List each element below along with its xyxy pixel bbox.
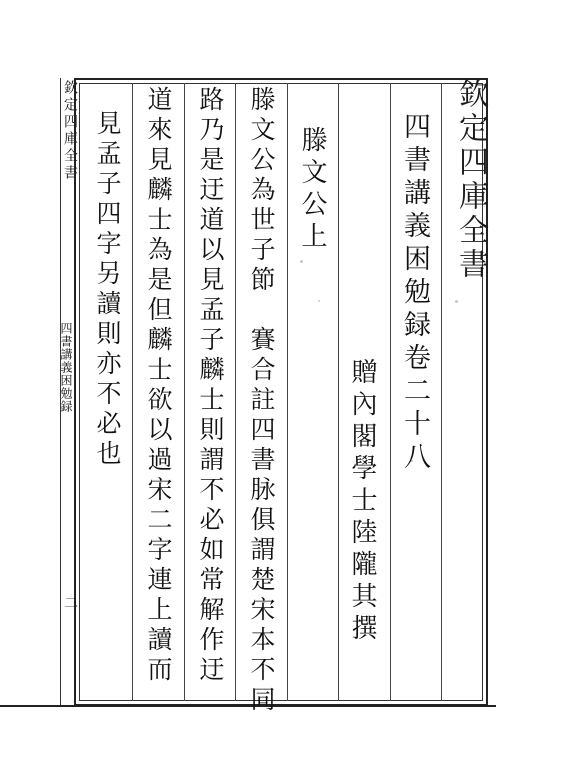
spine-title: 欽定四庫全書: [62, 80, 78, 182]
column-divider: [287, 83, 288, 701]
chapter-heading: 滕文公上: [297, 126, 327, 254]
scan-speck: [410, 460, 413, 462]
side-book-label: 四書講義困勉録: [59, 322, 73, 413]
column-divider: [338, 83, 339, 701]
column-divider: [441, 83, 442, 701]
column-divider: [184, 83, 185, 701]
body-column-3: 道來見麟士為是但麟士欲以過宋二字連上讀而: [144, 86, 173, 686]
body-column-1: 滕文公為世子節 賽合註四書脉俱謂楚宋本不同: [247, 86, 276, 716]
leaf-number: 二: [62, 595, 78, 611]
scan-speck: [300, 260, 303, 263]
book-title: 四書講義困勉録卷二十八: [399, 112, 430, 475]
author-line: 贈內閣學士陸隴其撰: [347, 358, 377, 646]
body-column-4: 見孟子四字另讀則亦不必也: [93, 110, 122, 470]
body-column-2: 路乃是迂道以見孟子麟士則謂不必如常解作迂: [196, 86, 225, 686]
column-divider: [132, 83, 133, 701]
column-divider: [390, 83, 391, 701]
scan-speck: [160, 640, 162, 643]
column-divider: [235, 83, 236, 701]
scan-speck: [455, 300, 458, 303]
scan-speck: [318, 300, 320, 302]
series-title: 欽定四庫全書: [453, 78, 488, 282]
